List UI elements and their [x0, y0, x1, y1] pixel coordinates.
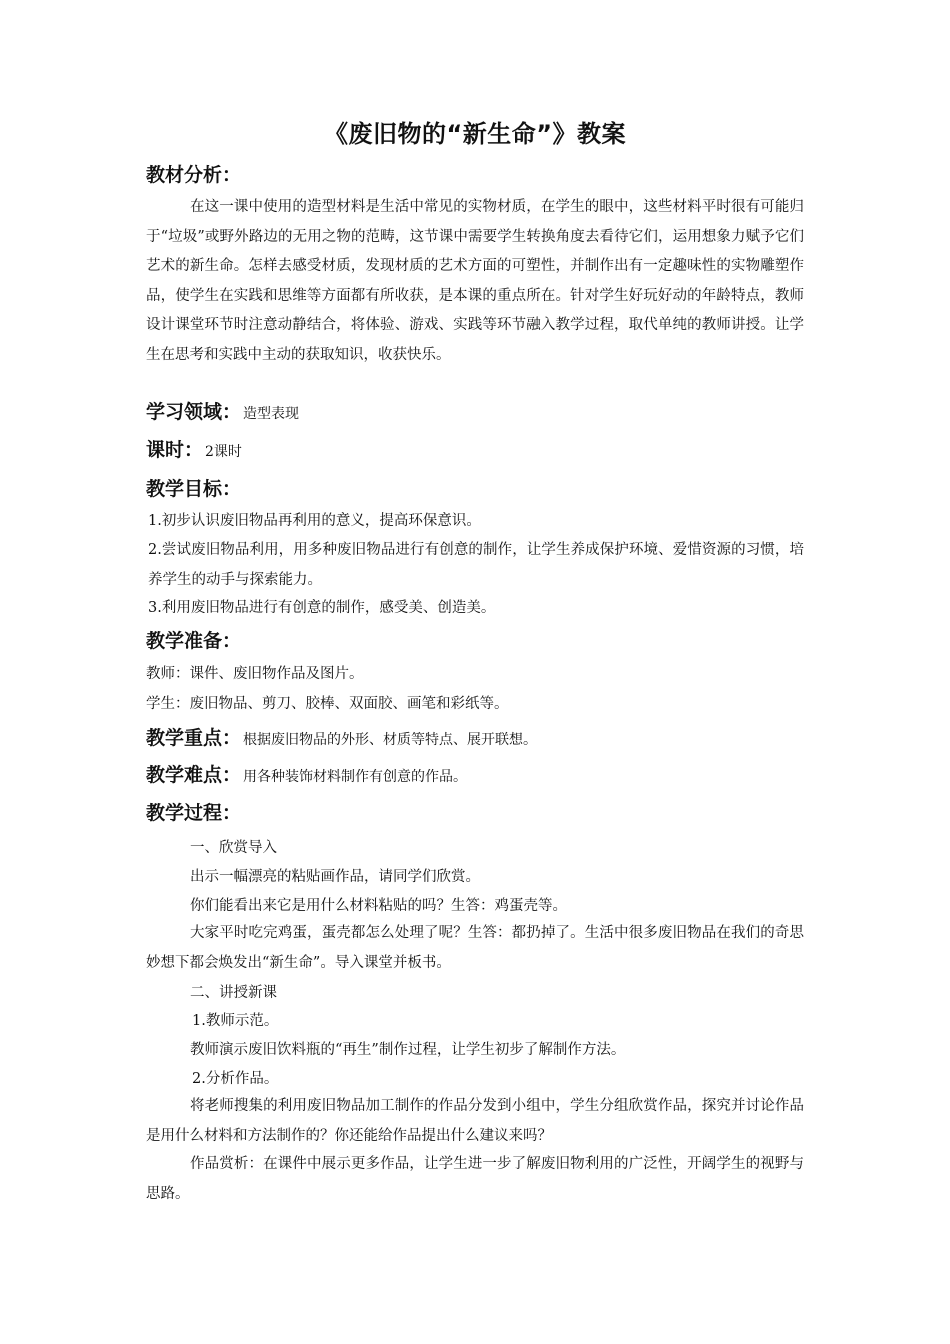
step2-item1-text: 教师演示废旧饮料瓶的“再生”制作过程，让学生初步了解制作方法。 [190, 1042, 626, 1058]
step2-appreciation: 作品赏析：在课件中展示更多作品，让学生进一步了解废旧物利用的广泛性，开阔学生的视野与思路。 [146, 1156, 804, 1202]
prep-student: 学生：废旧物品、剪刀、胶棒、双面胶、画笔和彩纸等。 [146, 696, 509, 712]
step2-item2-text: 将老师搜集的利用废旧物品加工制作的作品分发到小组中，学生分组欣赏作品，探究并讨论作品是用什么材料和方法制作的？你还能给作品提出什么建议来吗？ [146, 1098, 804, 1144]
domain-value: 造型表现 [243, 406, 300, 422]
step1-p1: 出示一幅漂亮的粘贴画作品，请同学们欣赏。 [190, 869, 480, 885]
key-value: 根据废旧物品的外形、材质等特点、展开联想。 [243, 732, 538, 748]
step2-item1: 1.教师示范。 [192, 1013, 279, 1029]
analysis-heading: 教材分析： [146, 164, 242, 186]
prep-teacher: 教师：课件、废旧物作品及图片。 [146, 666, 364, 682]
goal-item-1: 1.初步认识废旧物品再利用的意义，提高环保意识。 [148, 513, 481, 529]
hours-row [146, 438, 242, 464]
analysis-paragraph: 在这一课中使用的造型材料是生活中常见的实物材质，在学生的眼中，这些材料平时很有可能归于“垃圾”或野外路边的无用之物的范畴，这节课中需要学生转换角度去看待它们，运用想象力赋予它们艺术的新生命。怎样去感受材质，发现材质的艺术方面的可塑性，并制作出有一定趣味性的实物雕塑作品，使学生在实践和思维等方面都有所收获，是本课的重点所在。针对学生好玩好动的年龄特点，教师设计课堂环节时注意动静结合，将体验、游戏、实践等环节融入教学过程，取代单纯的教师讲授。让学生在思考和实践中主动的获取知识，收获快乐。 [146, 199, 804, 363]
domain-heading: 学习领域： [146, 401, 242, 423]
goal-item-3: 3.利用废旧物品进行有创意的制作，感受美、创造美。 [148, 600, 496, 616]
step2-title: 二、讲授新课 [190, 985, 277, 1001]
key-row [146, 726, 537, 752]
prep-heading: 教学准备： [146, 630, 242, 652]
hours-heading: 课时： [146, 439, 204, 461]
process-heading: 教学过程： [146, 802, 242, 824]
step1-p2: 你们能看出来它是用什么材料粘贴的吗？生答：鸡蛋壳等。 [190, 898, 567, 914]
step1-p3: 大家平时吃完鸡蛋，蛋壳都怎么处理了呢？生答：都扔掉了。生活中很多废旧物品在我们的奇思妙想下都会焕发出“新生命”。导入课堂并板书。 [146, 925, 804, 971]
document-title: 《废旧物的“新生命”》教案 [323, 120, 627, 148]
difficulty-row [146, 763, 467, 789]
goals-heading: 教学目标： [146, 478, 242, 500]
domain-row [146, 400, 299, 426]
step2-item2: 2.分析作品。 [192, 1071, 279, 1087]
hours-value: 2课时 [205, 444, 242, 460]
difficulty-value: 用各种装饰材料制作有创意的作品。 [243, 769, 468, 785]
step1-title: 一、欣赏导入 [190, 840, 277, 856]
goal-item-2: 2.尝试废旧物品利用，用多种废旧物品进行有创意的制作，让学生养成保护环境、爱惜资源的习惯，培养学生的动手与探索能力。 [148, 542, 804, 588]
key-heading: 教学重点： [146, 727, 242, 749]
difficulty-heading: 教学难点： [146, 764, 242, 786]
